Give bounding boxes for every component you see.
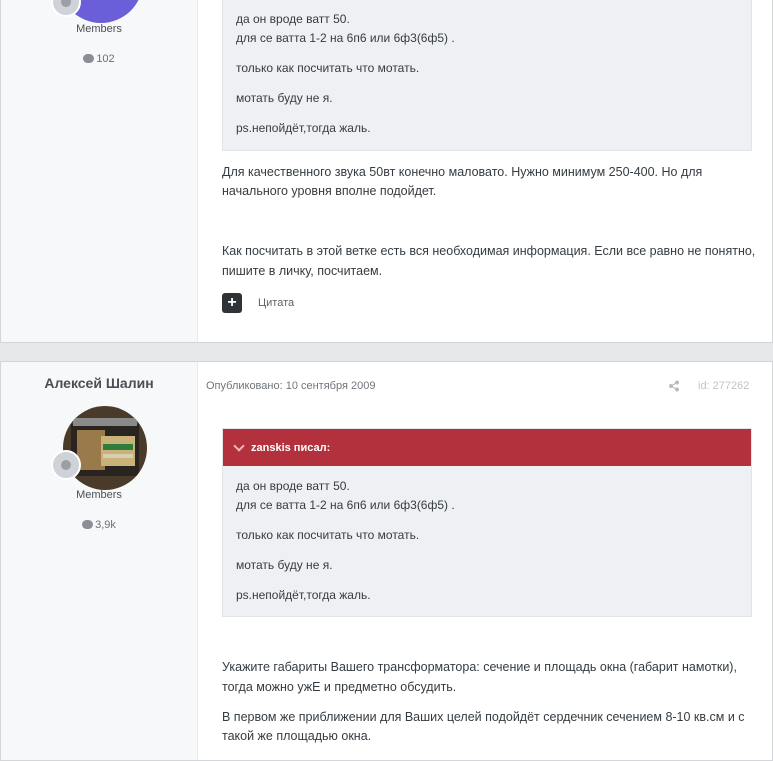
quote-line: только как посчитать что мотать. <box>236 61 420 75</box>
share-icon[interactable] <box>668 380 680 392</box>
post-text: такой же площадью окна. <box>222 729 372 743</box>
transformer-avatar-icon <box>63 406 147 490</box>
quote-line: ps.непойдёт,тогда жаль. <box>236 121 371 135</box>
post-text: В первом же приближении для Ваших целей подойдёт сердечник сечением 8-10 кв.см и с <box>222 710 745 724</box>
post-content <box>198 0 772 342</box>
quote-block <box>222 0 752 151</box>
member-role: Members <box>76 23 122 35</box>
member-role: Members <box>76 489 122 501</box>
quote-line: мотать буду не я. <box>236 91 333 105</box>
quote-line: да он вроде ватт 50. <box>236 479 350 493</box>
post-text: тогда можно ужЕ и предметно обсудить. <box>222 680 457 694</box>
quote-line: ps.непойдёт,тогда жаль. <box>236 588 371 602</box>
post-text: начального уровня вполне подойдет. <box>222 184 437 198</box>
post-2 <box>0 361 773 761</box>
author-panel <box>1 362 198 760</box>
multiquote-button[interactable]: + <box>222 293 242 313</box>
comment-icon <box>82 520 93 529</box>
quote-block <box>222 428 752 617</box>
avatar[interactable] <box>63 406 147 490</box>
posts-count[interactable]: 3,9k <box>1 519 197 531</box>
post-text: Для качественного звука 50вт конечно маловато. Нужно минимум 250-400. Но для <box>222 165 703 179</box>
rank-badge-icon <box>51 450 81 480</box>
quote-button[interactable]: Цитата <box>258 297 295 309</box>
quote-line: да он вроде ватт 50. <box>236 12 350 26</box>
post-id[interactable]: id: 277262 <box>698 380 750 392</box>
quote-line: для се ватта 1-2 на 6п6 или 6ф3(6ф5) . <box>236 31 455 45</box>
author-name[interactable]: Алексей Шалин <box>44 375 154 391</box>
quote-header[interactable] <box>223 429 751 466</box>
post-text: Как посчитать в этой ветке есть вся необходимая информация. Если все равно не понятно, <box>222 244 756 258</box>
post-content <box>198 362 772 760</box>
quote-author: zanskis писал: <box>251 441 331 454</box>
quote-line: мотать буду не я. <box>236 558 333 572</box>
post-1 <box>0 0 773 343</box>
quote-line: только как посчитать что мотать. <box>236 528 420 542</box>
author-panel <box>1 0 198 342</box>
quote-line: для се ватта 1-2 на 6п6 или 6ф3(6ф5) . <box>236 498 455 512</box>
post-text: Укажите габариты Вашего трансформатора: сечение и площадь окна (габарит намотки), <box>222 660 737 674</box>
chevron-down-icon <box>233 440 244 451</box>
posts-count[interactable]: 102 <box>1 53 197 65</box>
post-text: пишите в личку, посчитаем. <box>222 264 383 278</box>
published-date[interactable]: Опубликовано: 10 сентября 2009 <box>206 380 376 392</box>
comment-icon <box>83 54 94 63</box>
